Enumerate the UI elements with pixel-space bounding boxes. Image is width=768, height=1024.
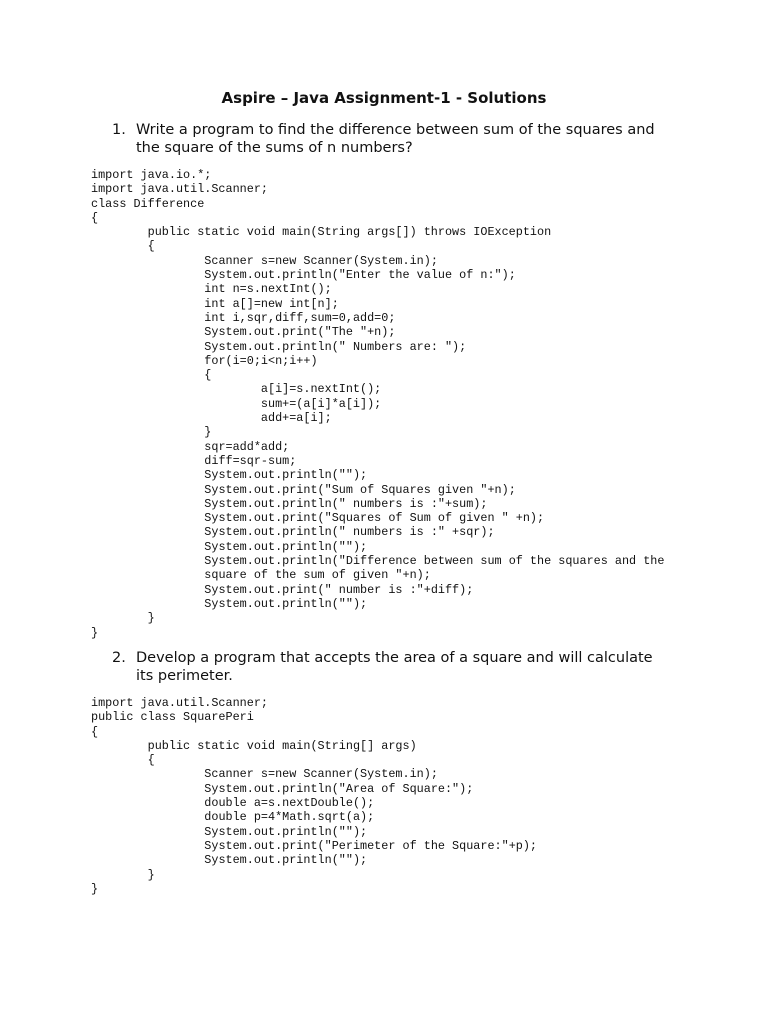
question-number: 1. (112, 122, 126, 138)
code-line: import java.util.Scanner; (91, 182, 268, 197)
code-line: sqr=add*add; (91, 439, 290, 454)
code-line: square of the sum of given "+n); (91, 568, 431, 583)
code-line: for(i=0;i<n;i++) (91, 353, 318, 368)
code-line: System.out.println(" Numbers are: "); (91, 339, 467, 354)
code-line: Scanner s=new Scanner(System.in); (91, 253, 438, 268)
code-line: System.out.println(" numbers is :"+sum); (91, 496, 488, 511)
code-line: { (91, 239, 155, 254)
question-text: Develop a program that accepts the area of a square and will calculate its perimeter. (136, 650, 653, 684)
question-number: 2. (112, 650, 126, 666)
code-line: System.out.println(" numbers is :" +sqr); (91, 525, 495, 540)
code-line: a[i]=s.nextInt(); (91, 382, 382, 397)
code-line: public class SquarePeri (91, 710, 254, 725)
code-line: { (91, 753, 155, 768)
code-line: double a=s.nextDouble(); (91, 796, 375, 811)
code-line: sum+=(a[i]*a[i]); (91, 396, 382, 411)
code-line: System.out.print("The "+n); (91, 325, 396, 340)
code-line: int a[]=new int[n]; (91, 296, 339, 311)
code-line: System.out.println("Difference between sum of the squares and the (91, 554, 665, 569)
question-2 (112, 649, 672, 685)
code-line: import java.util.Scanner; (91, 696, 268, 710)
code-line: System.out.println(""); (91, 596, 368, 611)
code-line: } (91, 867, 155, 882)
code-line: import java.io.*; (91, 168, 212, 182)
code-line: Scanner s=new Scanner(System.in); (91, 767, 438, 782)
code-line: int n=s.nextInt(); (91, 282, 332, 297)
code-line: System.out.println("Enter the value of n:"); (91, 268, 516, 283)
code-line: System.out.println("Area of Square:"); (91, 781, 474, 796)
code-line: public static void main(String args[]) throws IOException (91, 225, 552, 240)
code-line: diff=sqr-sum; (91, 453, 297, 468)
code-line: { (91, 368, 212, 383)
code-line: public static void main(String[] args) (91, 738, 417, 753)
code-line: System.out.print("Sum of Squares given "+n); (91, 482, 516, 497)
code-line: } (91, 611, 155, 626)
code-line: System.out.println(""); (91, 824, 368, 839)
code-line: class Difference (91, 196, 205, 211)
question-1 (112, 121, 672, 157)
code-line: } (91, 425, 212, 440)
code-line: System.out.print("Squares of Sum of given " +n); (91, 511, 545, 526)
code-line: { (91, 210, 99, 225)
code-line: } (91, 881, 99, 896)
code-line: System.out.println(""); (91, 468, 368, 483)
code-block-2 (91, 696, 731, 896)
code-line: double p=4*Math.sqrt(a); (91, 810, 375, 825)
code-line: System.out.print(" number is :"+diff); (91, 582, 474, 597)
code-line: System.out.print("Perimeter of the Square:"+p); (91, 838, 538, 853)
code-line: { (91, 724, 99, 739)
code-line: add+=a[i]; (91, 411, 332, 426)
code-line: System.out.println(""); (91, 539, 368, 554)
code-line: int i,sqr,diff,sum=0,add=0; (91, 310, 396, 325)
code-block-1 (91, 168, 731, 640)
document-title: Aspire – Java Assignment-1 - Solutions (221, 89, 547, 107)
code-line: System.out.println(""); (91, 853, 368, 868)
code-line: } (91, 625, 99, 640)
question-text: Write a program to find the difference between sum of the squares and the square of the sums of n numbers? (136, 122, 655, 156)
